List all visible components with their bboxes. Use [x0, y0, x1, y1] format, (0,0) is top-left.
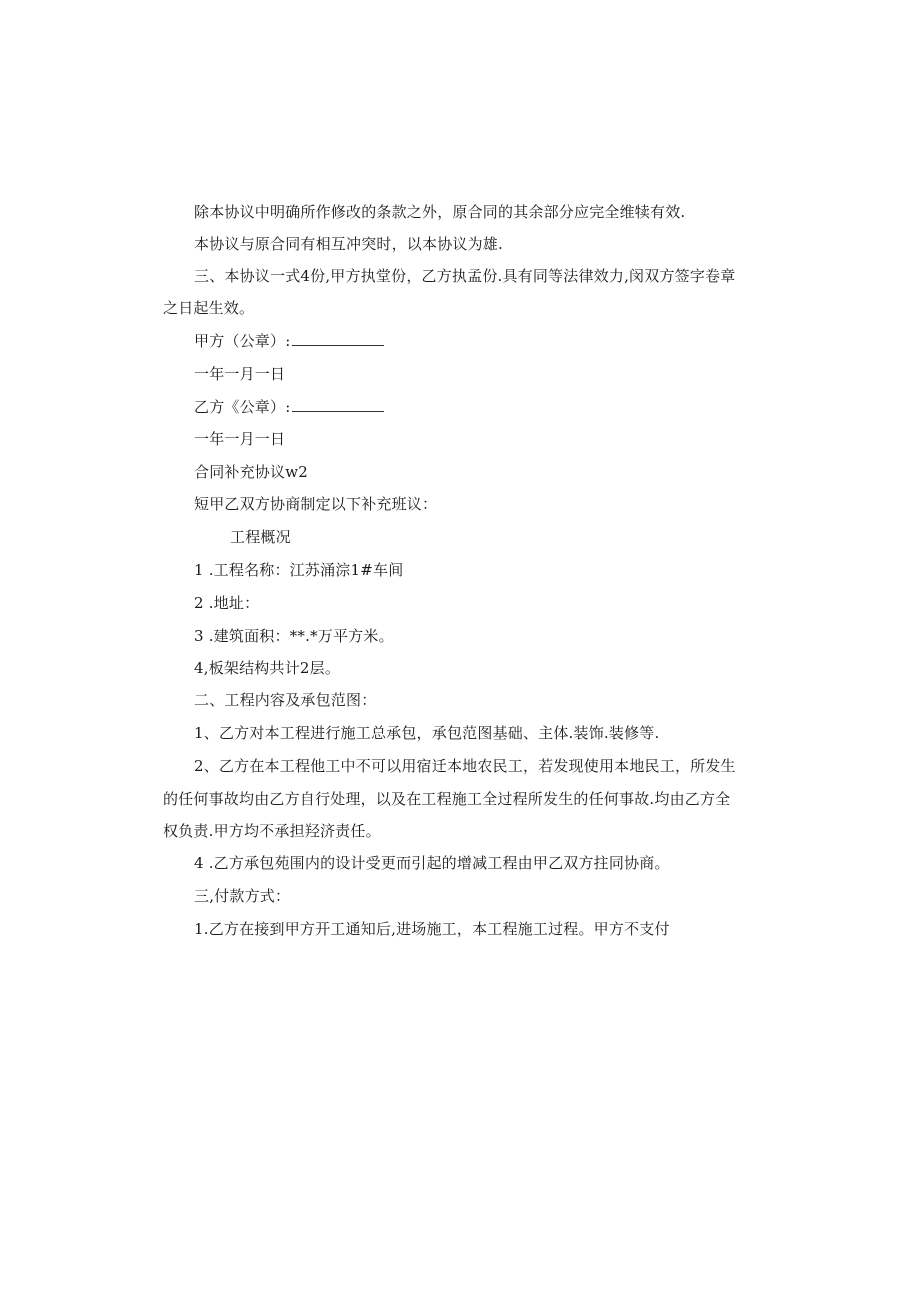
heading-scope: 二、工程内容及承包范图：	[194, 691, 377, 709]
scope-item-1: 1、乙方对本工程进行施工总承包，承包范图基础、主体.装饰.装修等.	[194, 724, 660, 742]
heading-project-overview: 工程概况	[230, 528, 291, 546]
heading-payment: 三,付款方式：	[194, 887, 291, 905]
scope-item-2-line1: 2、乙方在本工程他工中不可以用宿迁本地农民工，若发现使用本地民工，所发生	[194, 757, 736, 775]
paragraph-conflict-rule: 本协议与原合同有相互冲突时，以本协议为雄.	[194, 235, 503, 253]
party-b-seal-label: 乙方《公章）:	[194, 398, 291, 416]
paragraph-copies-line1: 三、本协议一式4份,甲方执堂份，乙方执孟份.具有同等法律效力,闵双方签字卷章	[194, 267, 736, 285]
list-item-project-name: 1 .工程名称：江苏涌淙1#车间	[194, 561, 404, 579]
list-item-structure: 4,板架结构共计2层。	[194, 659, 341, 677]
scope-item-2-line3: 权负责.甲方均不承担羟济责任。	[163, 822, 381, 840]
party-b-seal	[194, 397, 384, 417]
party-b-date: 一年一月一日	[194, 430, 286, 448]
list-item-area: 3 .建筑面积：**.*万平方米。	[194, 627, 394, 645]
party-b-signature-line	[292, 397, 384, 412]
scope-item-2-line2: 的任何事故均由乙方自行处理，以及在工程施工全过程所发生的任何事故.均由乙方全	[163, 790, 731, 808]
paragraph-retain-clauses: 除本协议中明确所作修改的条款之外，原合同的其余部分应完全维犊有效.	[194, 203, 686, 221]
party-a-seal-label: 甲方（公章）:	[194, 332, 291, 350]
section-title-supplement: 合同补充协议w2	[194, 463, 308, 481]
party-a-seal	[194, 331, 384, 351]
party-a-date: 一年一月一日	[194, 365, 286, 383]
paragraph-copies-line2: 之日起生效。	[163, 299, 255, 317]
party-a-signature-line	[292, 331, 384, 346]
list-item-address: 2 .地址：	[194, 594, 260, 612]
paragraph-intro: 短甲乙双方协商制定以下补充班议：	[194, 495, 438, 513]
payment-item-1: 1.乙方在接到甲方开工通知后,进场施工，本工程施工过程。甲方不支付	[194, 920, 670, 938]
scope-item-4: 4 .乙方承包苑围内的设计受更而引起的增减工程由甲乙双方拄同协商。	[194, 854, 670, 872]
